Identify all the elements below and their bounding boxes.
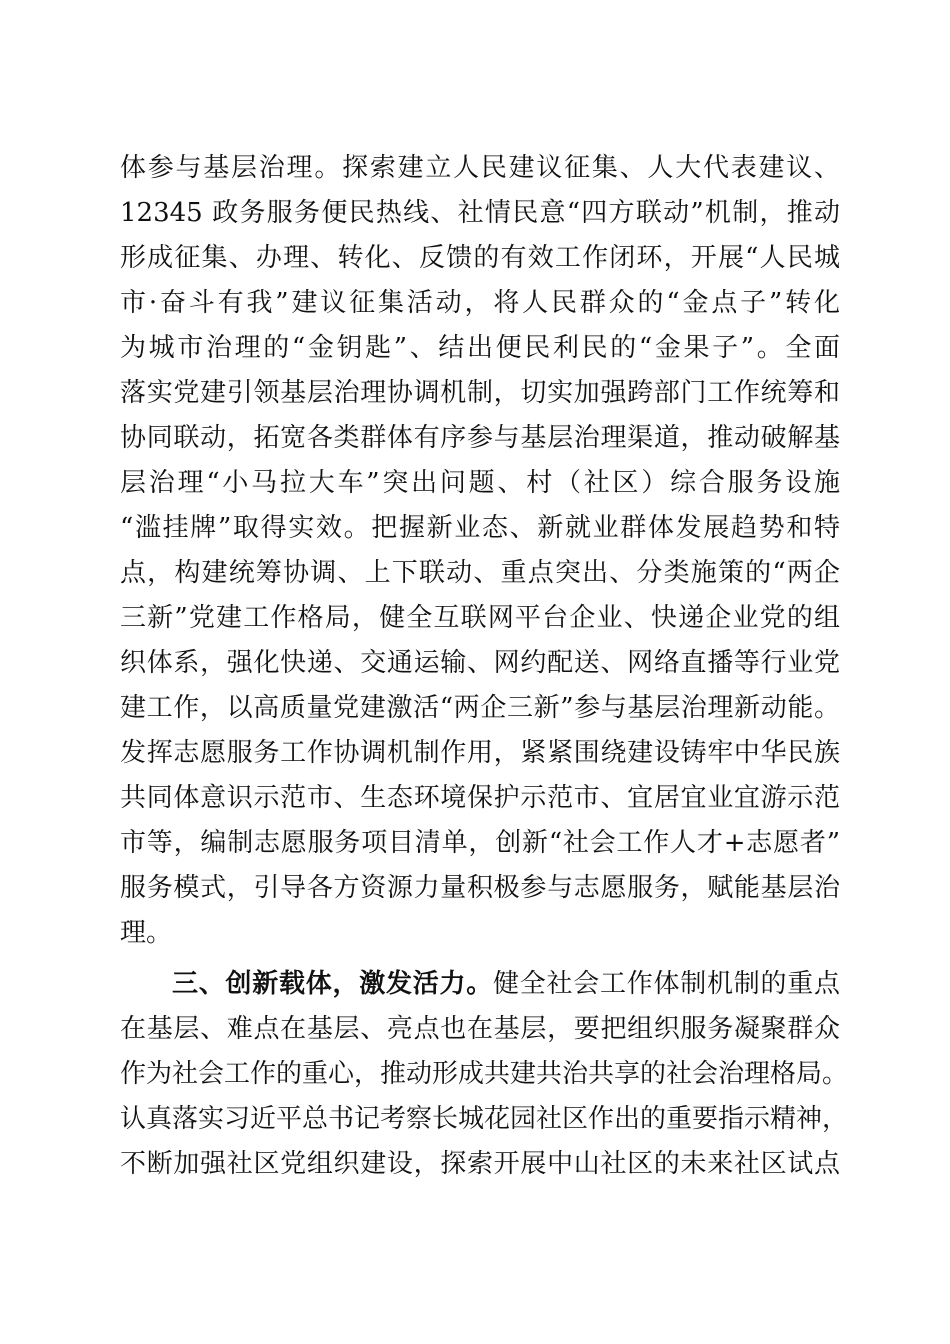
paragraph-1 [120,146,840,956]
text-line: 协同联动，拓宽各类群体有序参与基层治理渠道，推动破解基 [120,423,840,453]
text-line: 市等，编制志愿服务项目清单，创新“社会工作人才+志愿者” [120,828,840,858]
text-line: 体参与基层治理。探索建立人民建议征集、人大代表建议、 [120,153,840,183]
text-line: 在基层、难点在基层、亮点也在基层，要把组织服务凝聚群众 [120,1014,840,1044]
text-line: 为城市治理的“金钥匙”、结出便民利民的“金果子”。全面 [120,333,840,363]
section-heading: 三、创新载体，激发活力。 [172,969,493,999]
text-line: 12345 政务服务便民热线、社情民意“四方联动”机制，推动 [120,198,840,228]
text-line: 作为社会工作的重心，推动形成共建共治共享的社会治理格局。 [120,1059,849,1089]
text-line: 织体系，强化快递、交通运输、网约配送、网络直播等行业党 [120,648,840,678]
text-line: 认真落实习近平总书记考察长城花园社区作出的重要指示精神， [120,1104,849,1134]
text-line: 不断加强社区党组织建设，探索开展中山社区的未来社区试点 [120,1149,840,1179]
text-line: 共同体意识示范市、生态环境保护示范市、宜居宜业宜游示范 [120,783,840,813]
text-line: 点，构建统筹协调、上下联动、重点突出、分类施策的“两企 [120,558,840,588]
text-line: 三新”党建工作格局，健全互联网平台企业、快递企业党的组 [120,603,840,633]
text-line: 理。 [120,918,173,948]
text-line: 层治理“小马拉大车”突出问题、村（社区）综合服务设施 [120,468,840,498]
text-line-rest: 健全社会工作体制机制的重点 [493,969,840,999]
text-line: 形成征集、办理、转化、反馈的有效工作闭环，开展“人民城 [120,243,840,273]
text-line: 落实党建引领基层治理协调机制，切实加强跨部门工作统筹和 [120,378,840,408]
text-line: “滥挂牌”取得实效。把握新业态、新就业群体发展趋势和特 [120,513,840,543]
text-line: 建工作，以高质量党建激活“两企三新”参与基层治理新动能。 [120,693,840,723]
paragraph-2 [120,962,849,1187]
section-heading-line [120,962,840,1007]
text-line: 市·奋斗有我”建议征集活动，将人民群众的“金点子”转化 [120,288,840,318]
text-line: 服务模式，引导各方资源力量积极参与志愿服务，赋能基层治 [120,873,840,903]
text-line: 发挥志愿服务工作协调机制作用，紧紧围绕建设铸牢中华民族 [120,738,840,768]
document-body [120,146,849,1187]
